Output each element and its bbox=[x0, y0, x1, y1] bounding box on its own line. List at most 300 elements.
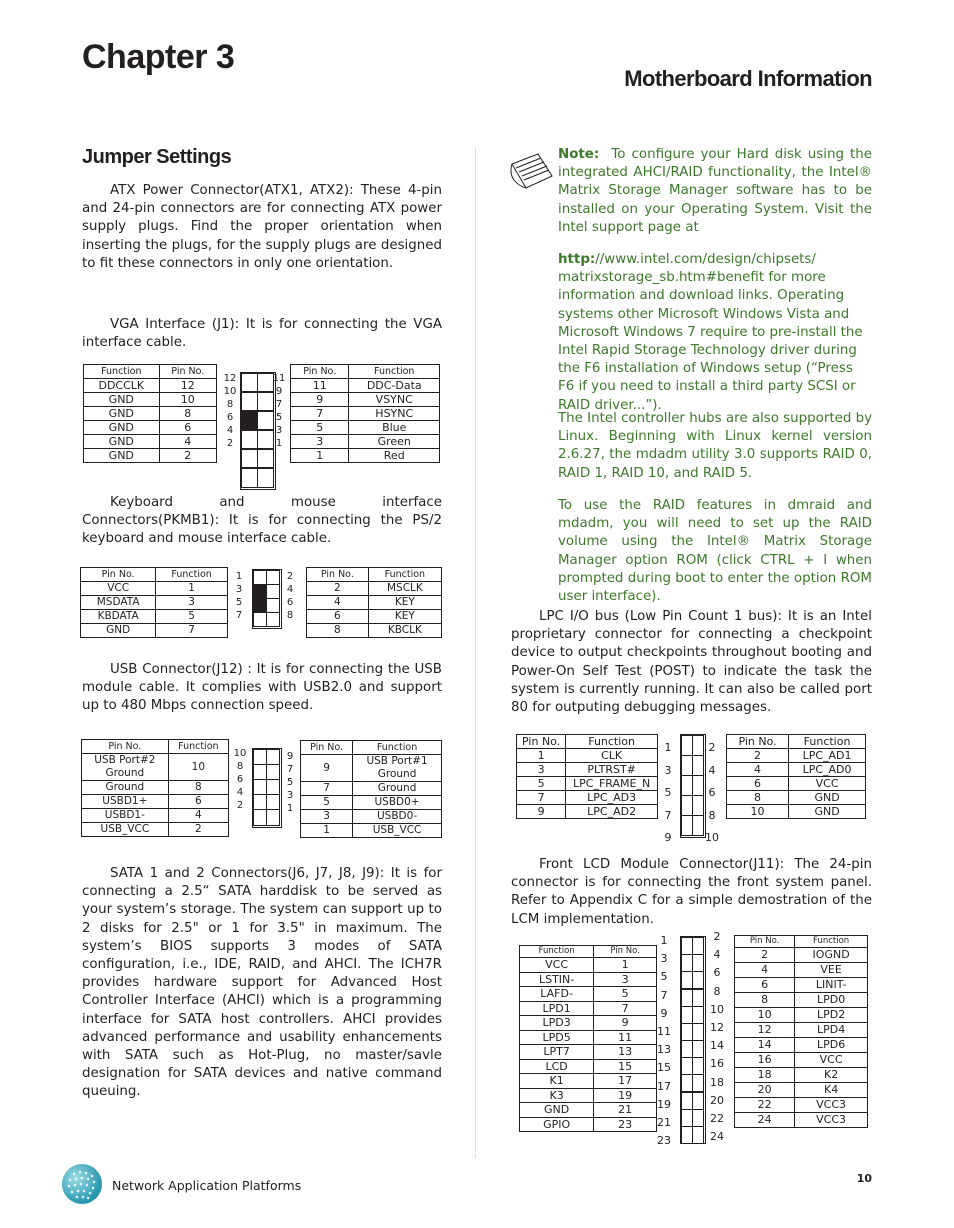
table-cell: LPD0 bbox=[795, 993, 868, 1008]
table-cell: DDC-Data bbox=[349, 379, 440, 393]
table-cell: 9 bbox=[594, 1016, 657, 1031]
table-row bbox=[81, 596, 228, 610]
kb-right-pin-labels bbox=[283, 570, 297, 622]
pin-label: 8 bbox=[236, 761, 244, 772]
pin-label: 7 bbox=[660, 988, 668, 1002]
table-cell: 1 bbox=[156, 582, 228, 596]
pin-label: 5 bbox=[660, 970, 668, 984]
lcd-left-pin-labels bbox=[655, 932, 673, 1150]
table-cell: 9 bbox=[291, 393, 349, 407]
table-cell: 4 bbox=[307, 596, 369, 610]
table-row bbox=[291, 421, 440, 435]
table-cell: LPC_AD0 bbox=[789, 763, 866, 777]
table-cell: USB Port#2 Ground bbox=[82, 754, 169, 781]
table-cell: K1 bbox=[520, 1074, 594, 1089]
table-cell: USBD1- bbox=[82, 809, 169, 823]
table-cell: KEY bbox=[368, 610, 441, 624]
pin-label: 19 bbox=[657, 1097, 671, 1111]
table-cell: LAFD- bbox=[520, 987, 594, 1002]
pin-label: 2 bbox=[286, 571, 294, 582]
table-row bbox=[735, 1053, 868, 1068]
table-cell: MSDATA bbox=[81, 596, 156, 610]
pin-label: 7 bbox=[275, 399, 283, 410]
link-text: //www.intel.com/design/chipsets/ matrixstorage_sb.htm#benefit for more information and download links. Operating systems other Microsoft Windows Vista and Microsoft Windows 7 require to pre-install the Intel Rapid Storage Technology driver during the F6 installation of Windows setup (“Press F6 if you need to install a third party SCSI or RAID driver...”). bbox=[558, 252, 863, 413]
table-cell: 9 bbox=[301, 755, 353, 782]
lcd-paragraph: Front LCD Module Connector(J11): The 24-pin connector is for connecting the front system panel. Refer to Appendix C for a simple demostration of the LCM implementation. bbox=[511, 857, 872, 927]
table-cell: 8 bbox=[307, 624, 369, 638]
table-cell: K3 bbox=[520, 1088, 594, 1103]
table-row bbox=[291, 449, 440, 463]
table-row bbox=[291, 393, 440, 407]
table-cell: Ground bbox=[353, 782, 442, 796]
table-row bbox=[735, 1113, 868, 1128]
table-cell: 4 bbox=[159, 435, 216, 449]
table-row bbox=[82, 781, 229, 795]
pin-label: 3 bbox=[286, 790, 294, 801]
vga-paragraph: VGA Interface (J1): It is for connecting the VGA interface cable. bbox=[82, 317, 442, 351]
table-row bbox=[291, 379, 440, 393]
table-header: Function bbox=[795, 936, 868, 948]
table-cell: K2 bbox=[795, 1068, 868, 1083]
pin-label: 11 bbox=[657, 1025, 671, 1039]
table-row bbox=[84, 379, 217, 393]
sata-paragraph: SATA 1 and 2 Connectors(J6, J7, J8, J9): It is for connecting a 2.5“ SATA harddisk to be served as your system’s storage. The system can support up to 2 disks for 2.5" or 1 for 3.5" in maximum. The system’s BIOS supports 3 modes of SATA configuration, i.e., IDE, RAID, and AHCI. The ICH7R provides hardware support for Advanced Host Controller Interface (AHCI) which is a programming interface for SATA host controllers. AHCI provides advanced performance and usability enhancements with SATA such as Hot-Plug, no master/savle designation for SATA devices and native command queuing. bbox=[82, 866, 442, 1100]
table-cell: 4 bbox=[735, 963, 795, 978]
table-cell: 14 bbox=[735, 1038, 795, 1053]
table-row bbox=[301, 796, 442, 810]
table-cell: 3 bbox=[156, 596, 228, 610]
table-row bbox=[735, 1068, 868, 1083]
table-row bbox=[301, 810, 442, 824]
table-header: Pin No. bbox=[307, 568, 369, 582]
pin-label: 6 bbox=[286, 597, 294, 608]
table-cell: 23 bbox=[594, 1117, 657, 1132]
table-header: Function bbox=[566, 735, 658, 749]
pin-label: 5 bbox=[664, 786, 672, 799]
table-row bbox=[307, 610, 442, 624]
table-cell: 7 bbox=[301, 782, 353, 796]
table-cell: VCC bbox=[789, 777, 866, 791]
usb-right-table bbox=[300, 740, 442, 838]
pin-label: 2 bbox=[236, 800, 244, 811]
pin-label: 1 bbox=[286, 803, 294, 814]
table-cell: 9 bbox=[517, 805, 566, 819]
pin-label: 9 bbox=[286, 751, 294, 762]
table-cell: 5 bbox=[517, 777, 566, 791]
pin-label: 20 bbox=[710, 1093, 724, 1107]
table-row bbox=[735, 1008, 868, 1023]
table-row bbox=[520, 1045, 657, 1060]
pin-label: 11 bbox=[272, 373, 286, 384]
lpc-pin-header bbox=[680, 734, 706, 838]
table-cell: USB_VCC bbox=[353, 824, 442, 838]
pin-label: 2 bbox=[708, 741, 716, 754]
table-row bbox=[301, 824, 442, 838]
table-row bbox=[520, 1059, 657, 1074]
pin-label: 18 bbox=[710, 1075, 724, 1089]
table-header: Function bbox=[789, 735, 866, 749]
table-cell: GND bbox=[84, 435, 160, 449]
usb-paragraph: USB Connector(J12) : It is for connecting the USB module cable. It complies with USB2.0 and support up to 480 Mbps connection speed. bbox=[82, 662, 442, 714]
pin-label: 24 bbox=[710, 1130, 724, 1144]
table-row bbox=[520, 972, 657, 987]
pin-label: 3 bbox=[235, 584, 243, 595]
kb-pin-header bbox=[252, 569, 282, 629]
table-cell: VSYNC bbox=[349, 393, 440, 407]
table-cell: USBD1+ bbox=[82, 795, 169, 809]
table-header: Pin No. bbox=[594, 946, 657, 958]
pin-label: 8 bbox=[226, 399, 234, 410]
table-row bbox=[81, 582, 228, 596]
table-header: Pin No. bbox=[727, 735, 789, 749]
pin-label: 13 bbox=[657, 1043, 671, 1057]
table-cell: 1 bbox=[291, 449, 349, 463]
atx-paragraph: ATX Power Connector(ATX1, ATX2): These 4-pin and 24-pin connectors are for connecting ATX power supply plugs. Find the proper orientation when inserting the plugs, for the supply plugs are designed to fit these connectors in only one orientation. bbox=[82, 183, 442, 271]
pin-label: 21 bbox=[657, 1116, 671, 1130]
table-cell: GPIO bbox=[520, 1117, 594, 1132]
kb-left-pin-labels bbox=[232, 570, 246, 622]
pin-label: 5 bbox=[275, 412, 283, 423]
table-cell: 1 bbox=[301, 824, 353, 838]
table-cell: 13 bbox=[594, 1045, 657, 1060]
pin-label: 14 bbox=[710, 1039, 724, 1053]
pin-label: 1 bbox=[660, 934, 668, 947]
link-protocol: http: bbox=[558, 252, 596, 267]
table-cell: 5 bbox=[594, 987, 657, 1002]
table-cell: VCC bbox=[795, 1053, 868, 1068]
table-row bbox=[727, 791, 866, 805]
pin-label: 3 bbox=[664, 763, 672, 777]
table-cell: LPC_AD1 bbox=[789, 749, 866, 763]
table-row bbox=[727, 805, 866, 819]
column-divider bbox=[475, 148, 476, 1158]
table-row bbox=[82, 809, 229, 823]
table-cell: 10 bbox=[168, 754, 228, 781]
table-cell: 2 bbox=[168, 823, 228, 837]
table-row bbox=[82, 823, 229, 837]
chapter-title: Chapter 3 bbox=[82, 38, 235, 76]
table-header: Pin No. bbox=[301, 741, 353, 755]
table-cell: LPC_AD3 bbox=[566, 791, 658, 805]
table-row bbox=[520, 1030, 657, 1045]
pin-label: 6 bbox=[713, 966, 721, 980]
table-row bbox=[735, 1038, 868, 1053]
table-cell: LPC_AD2 bbox=[566, 805, 658, 819]
intel-link-paragraph bbox=[558, 251, 872, 415]
vga-left-table bbox=[83, 364, 217, 463]
table-cell: 5 bbox=[301, 796, 353, 810]
table-cell: VEE bbox=[795, 963, 868, 978]
table-cell: KEY bbox=[368, 596, 441, 610]
table-cell: LCD bbox=[520, 1059, 594, 1074]
table-cell: HSYNC bbox=[349, 407, 440, 421]
table-cell: 4 bbox=[168, 809, 228, 823]
table-cell: 6 bbox=[168, 795, 228, 809]
lpc-right-table bbox=[726, 734, 866, 819]
table-row bbox=[84, 421, 217, 435]
table-cell: 3 bbox=[291, 435, 349, 449]
table-row bbox=[517, 777, 658, 791]
table-row bbox=[520, 1001, 657, 1016]
table-row bbox=[520, 987, 657, 1002]
usb-left-table bbox=[81, 739, 229, 837]
pin-label: 7 bbox=[235, 610, 243, 621]
table-cell: 7 bbox=[291, 407, 349, 421]
table-row bbox=[307, 624, 442, 638]
table-cell: VCC3 bbox=[795, 1113, 868, 1128]
table-header: Pin No. bbox=[517, 735, 566, 749]
table-cell: GND bbox=[520, 1103, 594, 1118]
lpc-right-pin-labels bbox=[704, 737, 720, 850]
pin-label: 3 bbox=[275, 425, 283, 436]
lcd-right-table bbox=[734, 935, 868, 1128]
table-header: Function bbox=[168, 740, 228, 754]
table-row bbox=[291, 435, 440, 449]
pin-label: 8 bbox=[708, 808, 716, 822]
table-cell: 22 bbox=[735, 1098, 795, 1113]
table-cell: GND bbox=[81, 624, 156, 638]
lcd-left-table bbox=[519, 945, 657, 1132]
table-row bbox=[301, 782, 442, 796]
table-cell: 6 bbox=[307, 610, 369, 624]
table-row bbox=[84, 393, 217, 407]
usb-right-pin-labels bbox=[283, 750, 297, 815]
table-cell: DDCCLK bbox=[84, 379, 160, 393]
table-cell: LINIT- bbox=[795, 978, 868, 993]
table-row bbox=[520, 1074, 657, 1089]
table-cell: 12 bbox=[159, 379, 216, 393]
table-cell: 17 bbox=[594, 1074, 657, 1089]
table-row bbox=[291, 407, 440, 421]
table-cell: 2 bbox=[727, 749, 789, 763]
table-cell: USB Port#1 Ground bbox=[353, 755, 442, 782]
table-cell: 7 bbox=[517, 791, 566, 805]
table-cell: GND bbox=[84, 393, 160, 407]
table-cell: CLK bbox=[566, 749, 658, 763]
table-cell: 6 bbox=[727, 777, 789, 791]
table-cell: 2 bbox=[159, 449, 216, 463]
table-row bbox=[517, 763, 658, 777]
table-row bbox=[520, 1016, 657, 1031]
page-number: 10 bbox=[856, 1172, 872, 1185]
kb-left-table bbox=[80, 567, 228, 638]
table-cell: 7 bbox=[594, 1001, 657, 1016]
table-cell: LPD1 bbox=[520, 1001, 594, 1016]
table-cell: 10 bbox=[727, 805, 789, 819]
vga-right-table bbox=[290, 364, 440, 463]
table-row bbox=[727, 777, 866, 791]
table-row bbox=[520, 958, 657, 973]
table-cell: VCC3 bbox=[795, 1098, 868, 1113]
table-cell: GND bbox=[789, 791, 866, 805]
note-text: To configure your Hard disk using the integrated AHCI/RAID functionality, the Intel® Matrix Storage Manager software has to be installed on your Operating System. Visit the Intel support page at bbox=[558, 147, 872, 235]
table-header: Pin No. bbox=[159, 365, 216, 379]
table-cell: KBCLK bbox=[368, 624, 441, 638]
table-row bbox=[735, 1083, 868, 1098]
pin-label: 1 bbox=[235, 571, 243, 582]
note-paragraph bbox=[558, 146, 872, 237]
pin-label: 4 bbox=[286, 584, 294, 595]
table-cell: 8 bbox=[735, 993, 795, 1008]
table-cell: GND bbox=[84, 449, 160, 463]
pin-label: 7 bbox=[286, 764, 294, 775]
pin-label: 10 bbox=[710, 1002, 724, 1016]
table-cell: GND bbox=[84, 407, 160, 421]
table-cell: MSCLK bbox=[368, 582, 441, 596]
table-row bbox=[727, 763, 866, 777]
table-cell: 3 bbox=[594, 972, 657, 987]
pin-label: 3 bbox=[660, 952, 668, 966]
table-header: Function bbox=[84, 365, 160, 379]
pin-label: 9 bbox=[664, 831, 672, 844]
table-cell: LPD2 bbox=[795, 1008, 868, 1023]
table-cell: Blue bbox=[349, 421, 440, 435]
table-row bbox=[81, 624, 228, 638]
table-cell: USBD0- bbox=[353, 810, 442, 824]
table-row bbox=[735, 948, 868, 963]
table-cell: 20 bbox=[735, 1083, 795, 1098]
table-header: Function bbox=[349, 365, 440, 379]
pin-label: 6 bbox=[708, 786, 716, 799]
table-header: Pin No. bbox=[291, 365, 349, 379]
table-header: Function bbox=[156, 568, 228, 582]
table-cell: 10 bbox=[159, 393, 216, 407]
table-cell: USB_VCC bbox=[82, 823, 169, 837]
table-cell: LSTIN- bbox=[520, 972, 594, 987]
table-cell: 5 bbox=[156, 610, 228, 624]
table-row bbox=[520, 1103, 657, 1118]
pin-label: 4 bbox=[226, 425, 234, 436]
table-row bbox=[735, 963, 868, 978]
table-row bbox=[517, 749, 658, 763]
table-row bbox=[727, 749, 866, 763]
table-cell: 21 bbox=[594, 1103, 657, 1118]
table-header: Pin No. bbox=[81, 568, 156, 582]
table-row bbox=[735, 978, 868, 993]
note-pad-icon bbox=[508, 150, 554, 190]
table-cell: 7 bbox=[156, 624, 228, 638]
vga-left-pin-labels bbox=[222, 372, 238, 450]
pin-label: 15 bbox=[657, 1061, 671, 1075]
pin-label: 8 bbox=[286, 610, 294, 621]
pin-label: 1 bbox=[664, 741, 672, 754]
table-cell: LPD4 bbox=[795, 1023, 868, 1038]
table-cell: 2 bbox=[735, 948, 795, 963]
table-row bbox=[82, 754, 229, 781]
lcd-pin-header bbox=[680, 936, 706, 1144]
pin-label: 12 bbox=[223, 373, 237, 384]
table-header: Function bbox=[520, 946, 594, 958]
section-title: Motherboard Information bbox=[624, 66, 872, 91]
table-row bbox=[301, 755, 442, 782]
pin-label: 7 bbox=[664, 808, 672, 822]
table-cell: KBDATA bbox=[81, 610, 156, 624]
table-cell: GND bbox=[84, 421, 160, 435]
pin-label: 10 bbox=[705, 831, 719, 844]
table-cell: 3 bbox=[517, 763, 566, 777]
pin-label: 9 bbox=[275, 386, 283, 397]
pin-label: 9 bbox=[660, 1006, 668, 1020]
table-cell: 8 bbox=[159, 407, 216, 421]
table-cell: 8 bbox=[727, 791, 789, 805]
table-row bbox=[307, 582, 442, 596]
pin-label: 12 bbox=[710, 1021, 724, 1035]
table-cell: Green bbox=[349, 435, 440, 449]
pin-label: 23 bbox=[657, 1134, 671, 1148]
table-header: Pin No. bbox=[735, 936, 795, 948]
table-cell: IOGND bbox=[795, 948, 868, 963]
pin-label: 10 bbox=[223, 386, 237, 397]
pin-label: 22 bbox=[710, 1112, 724, 1126]
table-cell: 15 bbox=[594, 1059, 657, 1074]
table-cell: GND bbox=[789, 805, 866, 819]
pin-label: 17 bbox=[657, 1079, 671, 1093]
footer-company: Network Application Platforms bbox=[112, 1178, 302, 1193]
pin-label: 8 bbox=[713, 984, 721, 998]
pin-label: 4 bbox=[708, 763, 716, 777]
table-cell: 2 bbox=[307, 582, 369, 596]
table-cell: Ground bbox=[82, 781, 169, 795]
vga-pin-header bbox=[240, 372, 276, 490]
table-cell: 3 bbox=[301, 810, 353, 824]
pin-label: 1 bbox=[275, 438, 283, 449]
table-cell: LPD3 bbox=[520, 1016, 594, 1031]
table-row bbox=[307, 596, 442, 610]
table-row bbox=[735, 993, 868, 1008]
company-globe-logo bbox=[60, 1162, 104, 1206]
table-row bbox=[81, 610, 228, 624]
table-header: Pin No. bbox=[82, 740, 169, 754]
lpc-left-pin-labels bbox=[661, 737, 675, 850]
pin-label: 2 bbox=[226, 438, 234, 449]
pin-label: 5 bbox=[235, 597, 243, 608]
table-cell: 1 bbox=[517, 749, 566, 763]
table-cell: VCC bbox=[520, 958, 594, 973]
usb-left-pin-labels bbox=[232, 747, 248, 812]
table-cell: 18 bbox=[735, 1068, 795, 1083]
table-cell: 19 bbox=[594, 1088, 657, 1103]
table-cell: LPD5 bbox=[520, 1030, 594, 1045]
table-row bbox=[517, 791, 658, 805]
pin-label: 4 bbox=[713, 948, 721, 962]
raid-paragraph: To use the RAID features in dmraid and mdadm, you will need to set up the RAID volume using the Intel® Matrix Storage Manager option ROM (click CTRL + I when prompted during boot to enter the option ROM user interface). bbox=[558, 498, 872, 605]
table-cell: 5 bbox=[291, 421, 349, 435]
table-header: Function bbox=[353, 741, 442, 755]
table-cell: LPC_FRAME_N bbox=[566, 777, 658, 791]
table-cell: USBD0+ bbox=[353, 796, 442, 810]
pin-label: 6 bbox=[236, 774, 244, 785]
table-cell: 6 bbox=[159, 421, 216, 435]
table-cell: Red bbox=[349, 449, 440, 463]
table-row bbox=[82, 795, 229, 809]
table-row bbox=[84, 449, 217, 463]
usb-pin-header bbox=[252, 748, 282, 828]
table-row bbox=[84, 407, 217, 421]
kb-right-table bbox=[306, 567, 442, 638]
pin-label: 10 bbox=[233, 748, 247, 759]
table-cell: 11 bbox=[291, 379, 349, 393]
table-cell: LPD6 bbox=[795, 1038, 868, 1053]
table-header: Function bbox=[368, 568, 441, 582]
jumper-settings-heading: Jumper Settings bbox=[82, 146, 232, 168]
table-cell: 16 bbox=[735, 1053, 795, 1068]
note-label: Note: bbox=[558, 147, 600, 162]
table-cell: 4 bbox=[727, 763, 789, 777]
table-cell: 1 bbox=[594, 958, 657, 973]
table-row bbox=[735, 1023, 868, 1038]
pin-label: 5 bbox=[286, 777, 294, 788]
table-cell: 8 bbox=[168, 781, 228, 795]
